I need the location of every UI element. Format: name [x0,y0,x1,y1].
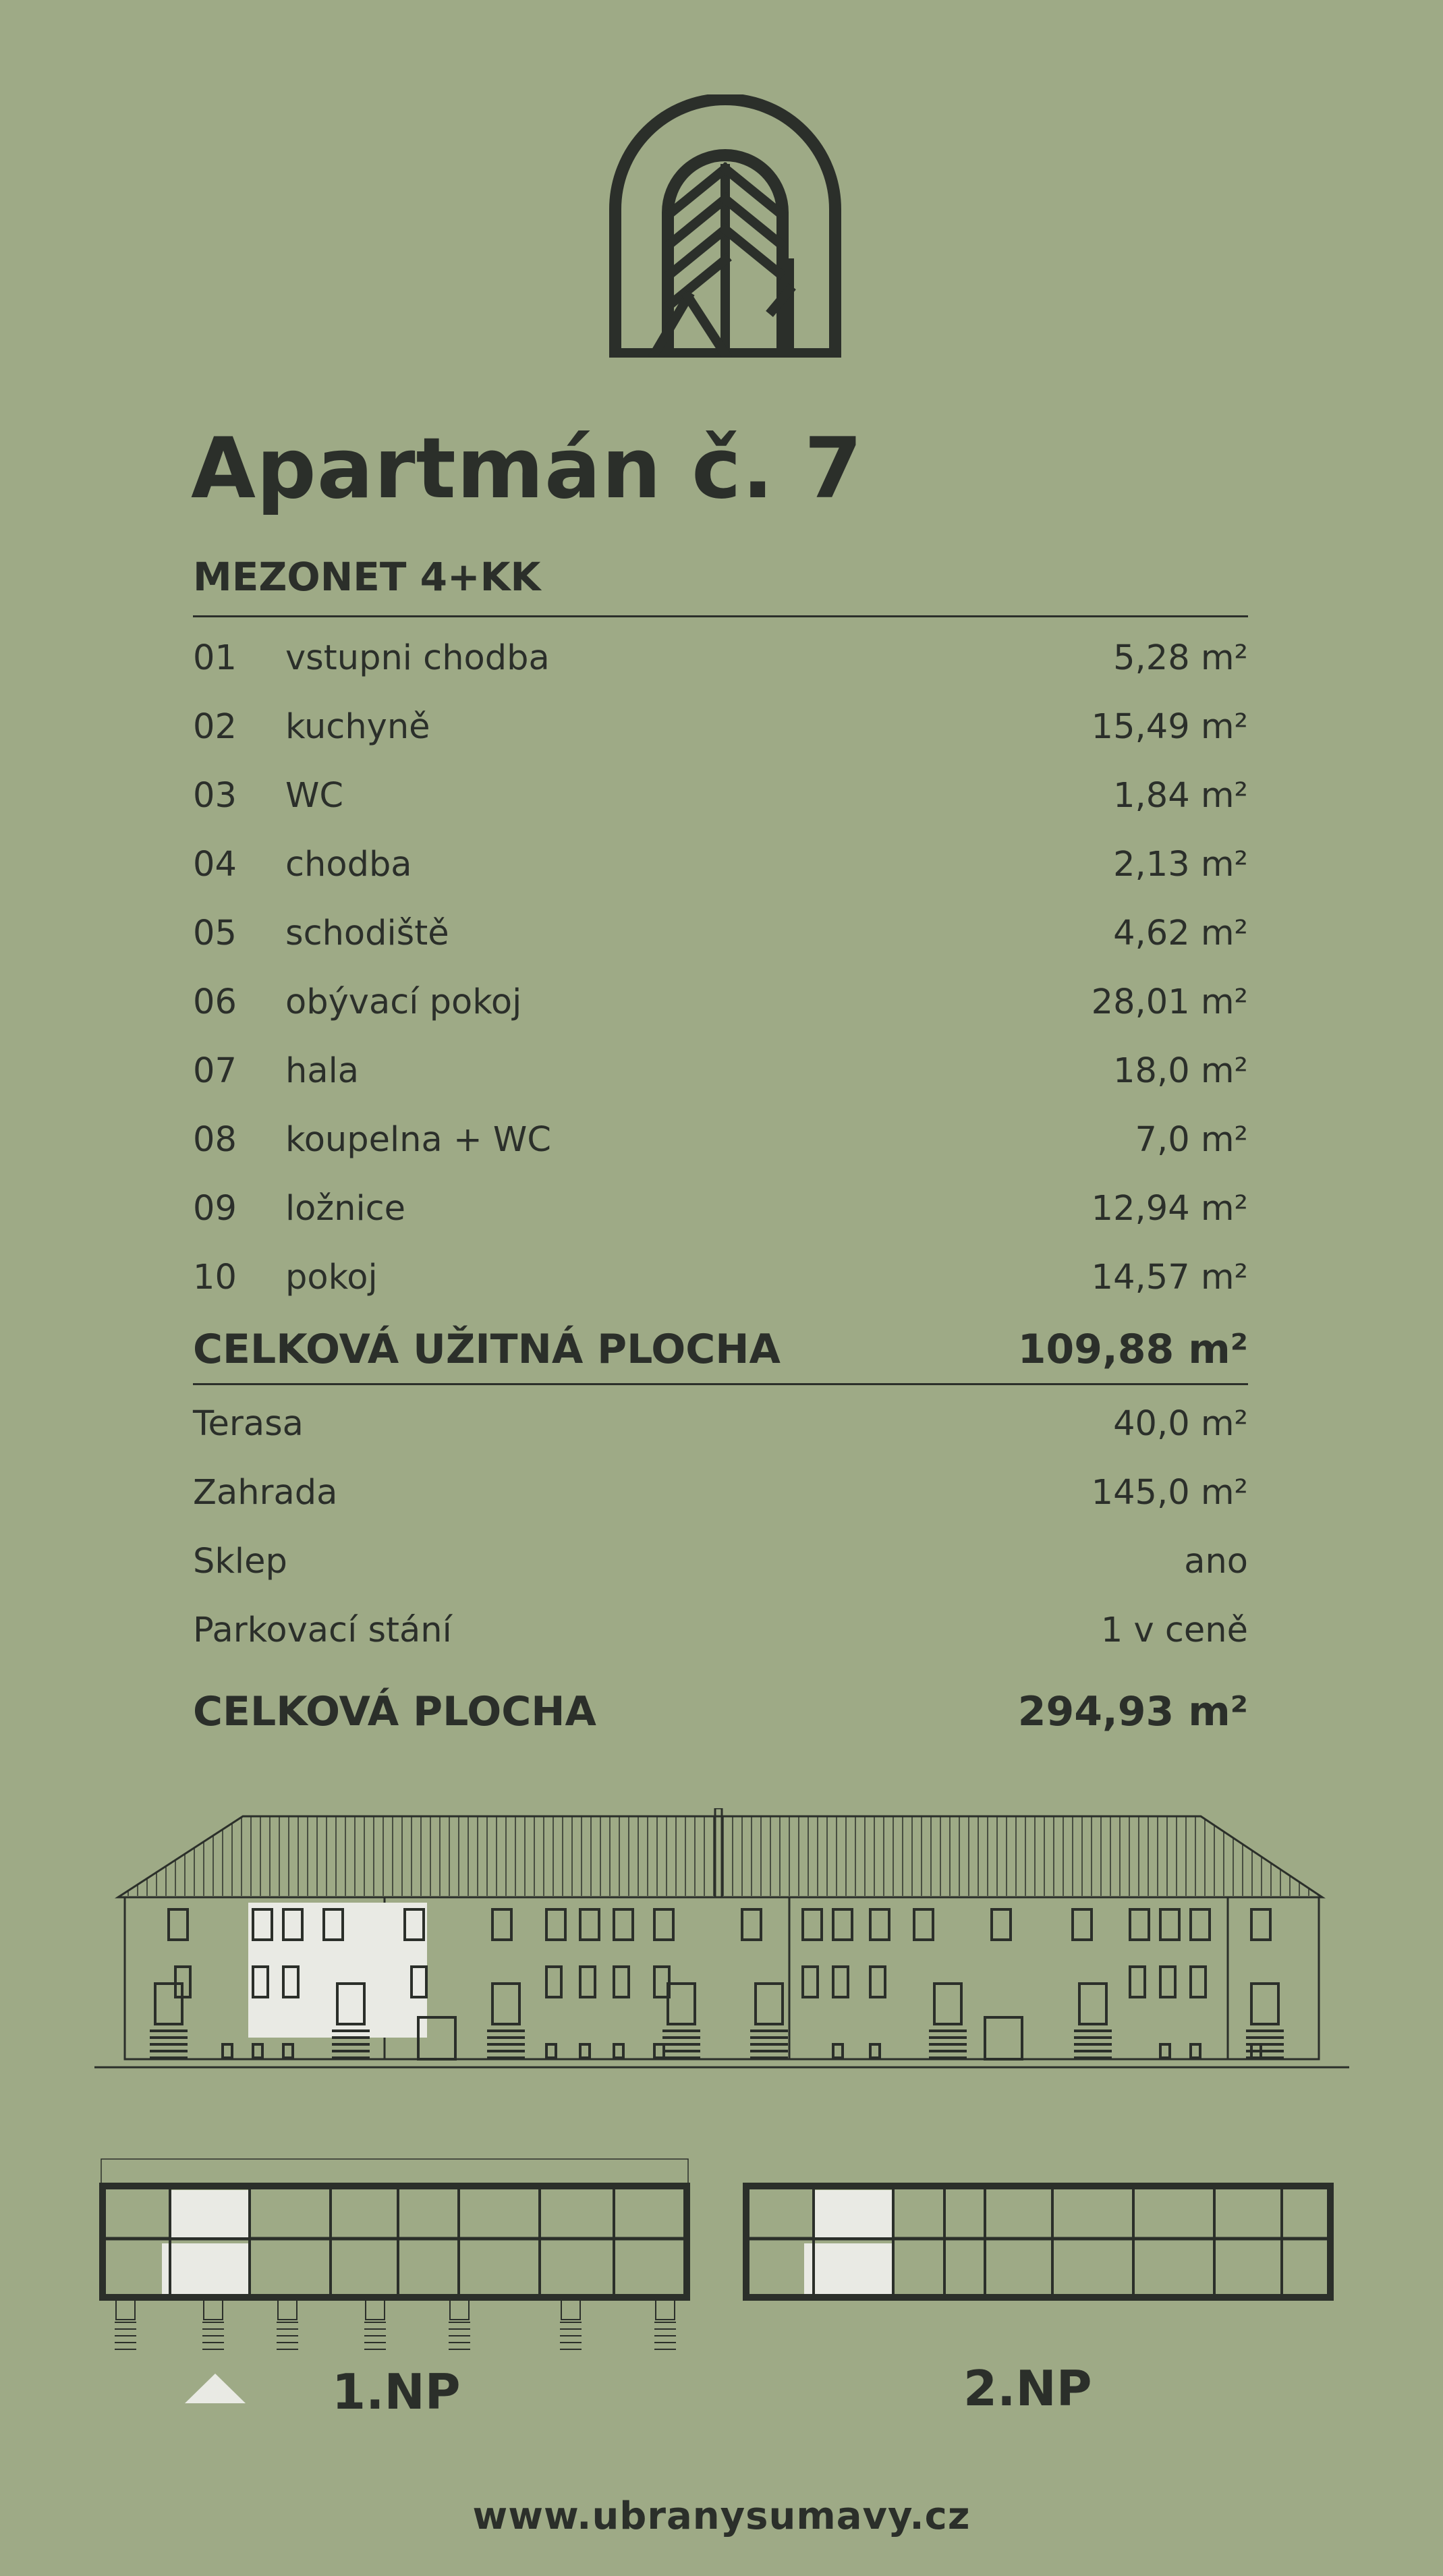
room-area: 4,62 m² [1113,914,1248,953]
room-row [193,693,1248,762]
room-area: 5,28 m² [1113,638,1248,678]
room-row [193,1243,1248,1312]
room-number: 07 [193,1051,237,1091]
website-link[interactable]: www.ubranysumavy.cz [472,2494,971,2538]
floor-plans-drawing [94,2152,1356,2375]
room-number: 10 [193,1258,237,1297]
room-number: 04 [193,845,237,885]
extra-row [193,1596,1248,1665]
room-name: WC [285,776,344,816]
total-area [193,1678,1248,1745]
room-area: 1,84 m² [1113,776,1248,816]
extra-name: Sklep [193,1542,287,1581]
usable-area-value: 109,88 m² [1017,1326,1248,1373]
room-name: schodiště [285,914,449,953]
extras-list [193,1390,1248,1665]
extra-row [193,1528,1248,1596]
room-number: 06 [193,982,237,1022]
room-number: 01 [193,638,237,678]
room-area: 18,0 m² [1113,1051,1248,1091]
apartment-type: MEZONET 4+KK [193,554,541,600]
apartment-title: Apartmán č. 7 [191,420,864,517]
arch-forest-logo-icon [607,94,843,358]
room-name: kuchyně [285,707,430,747]
room-name: pokoj [285,1258,378,1297]
divider [193,1383,1248,1385]
usable-area-label: CELKOVÁ UŽITNÁ PLOCHA [193,1326,781,1373]
selected-floor-marker-icon [185,2374,246,2403]
floor-label-2np[interactable]: 2.NP [963,2360,1092,2417]
extra-row [193,1390,1248,1459]
room-row [193,968,1248,1037]
room-name: chodba [285,845,412,885]
extra-value: 1 v ceně [1100,1611,1248,1650]
floor-label-1np[interactable]: 1.NP [332,2363,461,2420]
room-area: 7,0 m² [1135,1120,1248,1160]
room-area: 14,57 m² [1091,1258,1248,1297]
extra-name: Zahrada [193,1473,338,1513]
total-area-value: 294,93 m² [1017,1688,1248,1735]
room-name: vstupni chodba [285,638,550,678]
room-number: 09 [193,1189,237,1229]
usable-area-total [193,1316,1248,1383]
room-list [193,624,1248,1312]
room-number: 08 [193,1120,237,1160]
extra-value: ano [1184,1542,1248,1581]
room-row [193,831,1248,899]
room-number: 02 [193,707,237,747]
room-name: hala [285,1051,359,1091]
extra-name: Parkovací stání [193,1611,452,1650]
room-row [193,899,1248,968]
extra-row [193,1459,1248,1528]
room-area: 28,01 m² [1091,982,1248,1022]
divider [193,615,1248,617]
room-row [193,624,1248,693]
room-number: 05 [193,914,237,953]
room-row [193,1106,1248,1175]
room-row [193,1175,1248,1243]
room-name: koupelna + WC [285,1120,551,1160]
extra-name: Terasa [193,1404,304,1444]
building-facade-drawing [88,1808,1356,2078]
room-area: 12,94 m² [1091,1189,1248,1229]
room-row [193,1037,1248,1106]
room-area: 2,13 m² [1113,845,1248,885]
room-area: 15,49 m² [1091,707,1248,747]
room-name: ložnice [285,1189,406,1229]
room-row [193,762,1248,831]
total-area-label: CELKOVÁ PLOCHA [193,1688,596,1735]
room-name: obývací pokoj [285,982,522,1022]
room-number: 03 [193,776,237,816]
extra-value: 145,0 m² [1091,1473,1248,1513]
extra-value: 40,0 m² [1113,1404,1248,1444]
